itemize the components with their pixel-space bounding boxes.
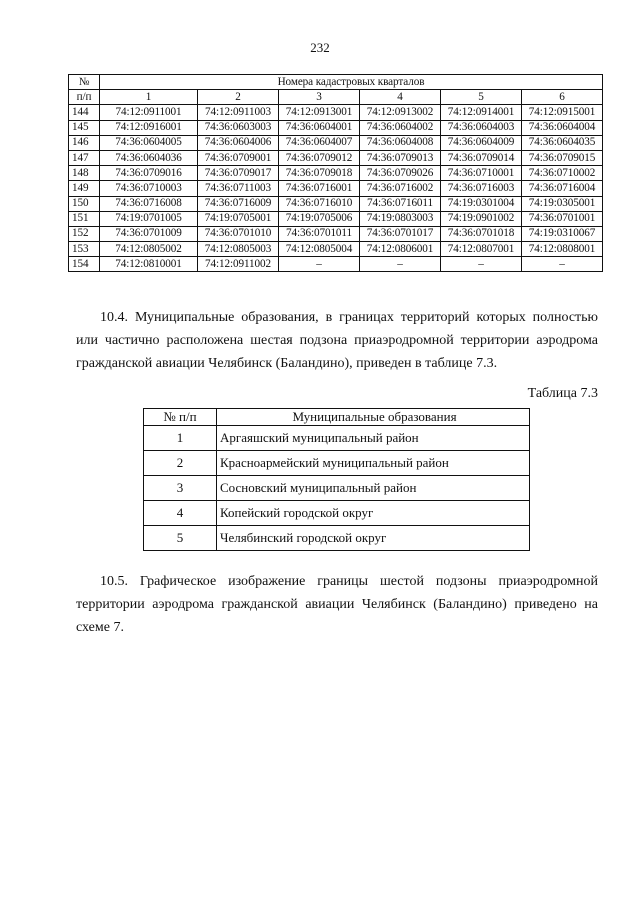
cadastral-number-cell: 74:12:0808001: [522, 242, 603, 257]
cadastral-number-cell: 74:36:0709026: [360, 166, 441, 181]
row-number-cell: 4: [144, 501, 217, 526]
cadastral-number-cell: 74:36:0701017: [360, 226, 441, 241]
cadastral-number-cell: 74:12:0915001: [522, 105, 603, 120]
row-number-cell: 5: [144, 526, 217, 551]
municipal-table-body: [144, 409, 530, 551]
cadastral-number-cell: –: [522, 257, 603, 272]
cadastral-number-cell: 74:36:0604002: [360, 120, 441, 135]
cadastral-number-cell: 74:36:0604003: [441, 120, 522, 135]
cadastral-number-cell: 74:12:0911001: [100, 105, 198, 120]
cadastral-number-cell: 74:36:0709018: [279, 166, 360, 181]
table-row: [69, 166, 603, 181]
header-municipal-formations: Муниципальные образования: [217, 409, 530, 426]
cadastral-number-cell: 74:36:0709017: [198, 166, 279, 181]
cadastral-number-cell: 74:36:0710001: [441, 166, 522, 181]
row-number-cell: 150: [69, 196, 100, 211]
municipality-name-cell: Челябинский городской округ: [217, 526, 530, 551]
header-number: № п/п: [144, 409, 217, 426]
table-row: [69, 196, 603, 211]
table-row: [69, 105, 603, 120]
cadastral-number-cell: 74:19:0310067: [522, 226, 603, 241]
cadastral-number-cell: 74:36:0604006: [198, 135, 279, 150]
cadastral-number-cell: 74:36:0709013: [360, 150, 441, 165]
cadastral-number-cell: 74:36:0604001: [279, 120, 360, 135]
row-number-cell: 147: [69, 150, 100, 165]
cadastral-number-cell: 74:36:0701018: [441, 226, 522, 241]
cadastral-number-cell: 74:36:0716011: [360, 196, 441, 211]
page-number: 232: [310, 40, 330, 55]
cadastral-number-cell: 74:12:0805002: [100, 242, 198, 257]
table-row: [144, 476, 530, 501]
table-row: [69, 150, 603, 165]
cadastral-number-cell: 74:36:0603003: [198, 120, 279, 135]
table-row: [69, 181, 603, 196]
row-number-cell: 153: [69, 242, 100, 257]
row-number-cell: 1: [144, 426, 217, 451]
row-number-cell: 152: [69, 226, 100, 241]
column-number: 3: [279, 90, 360, 105]
cadastral-number-cell: 74:12:0806001: [360, 242, 441, 257]
cadastral-number-cell: 74:36:0709015: [522, 150, 603, 165]
cadastral-number-cell: 74:36:0716002: [360, 181, 441, 196]
cadastral-number-cell: 74:36:0710002: [522, 166, 603, 181]
cadastral-number-cell: 74:12:0805004: [279, 242, 360, 257]
cadastral-number-cell: 74:36:0604008: [360, 135, 441, 150]
municipality-name-cell: Копейский городской округ: [217, 501, 530, 526]
paragraph-10-5-text: 10.5. Графическое изображение границы шестой подзоны приаэродромной территории аэродрома гражданской авиации Челябинск (Баландино) приведено на схеме 7.: [76, 574, 598, 635]
cadastral-number-cell: 74:19:0705001: [198, 211, 279, 226]
table-row: [69, 211, 603, 226]
cadastral-number-cell: 74:36:0604009: [441, 135, 522, 150]
column-number: 1: [100, 90, 198, 105]
cadastral-number-cell: 74:36:0604035: [522, 135, 603, 150]
cadastral-table-body: [69, 75, 603, 272]
cadastral-number-cell: 74:12:0805003: [198, 242, 279, 257]
table-row: [69, 120, 603, 135]
row-number-cell: 144: [69, 105, 100, 120]
municipal-formations-table: [143, 408, 530, 551]
column-number: 2: [198, 90, 279, 105]
row-number-cell: 145: [69, 120, 100, 135]
row-number-cell: 2: [144, 451, 217, 476]
cadastral-number-cell: 74:36:0701011: [279, 226, 360, 241]
cadastral-number-cell: 74:36:0701010: [198, 226, 279, 241]
cadastral-number-cell: –: [441, 257, 522, 272]
municipality-name-cell: Аргаяшский муниципальный район: [217, 426, 530, 451]
cadastral-number-cell: 74:36:0716009: [198, 196, 279, 211]
column-number: 5: [441, 90, 522, 105]
header-number-bottom: п/п: [69, 90, 100, 105]
paragraph-10-5: [76, 570, 598, 639]
cadastral-number-cell: 74:36:0701001: [522, 211, 603, 226]
cadastral-number-cell: 74:36:0711003: [198, 181, 279, 196]
municipality-name-cell: Красноармейский муниципальный район: [217, 451, 530, 476]
cadastral-number-cell: 74:36:0709016: [100, 166, 198, 181]
column-number: 4: [360, 90, 441, 105]
table-row: [69, 257, 603, 272]
table-row: [144, 501, 530, 526]
cadastral-number-cell: –: [279, 257, 360, 272]
cadastral-number-cell: 74:19:0301004: [441, 196, 522, 211]
cadastral-number-cell: 74:36:0701009: [100, 226, 198, 241]
cadastral-number-cell: 74:36:0716008: [100, 196, 198, 211]
cadastral-number-cell: 74:36:0709001: [198, 150, 279, 165]
table-row: [144, 426, 530, 451]
row-number-cell: 151: [69, 211, 100, 226]
row-number-cell: 148: [69, 166, 100, 181]
table-column-number-row: [69, 90, 603, 105]
paragraph-10-4: [76, 306, 598, 375]
cadastral-number-cell: 74:12:0911002: [198, 257, 279, 272]
cadastral-number-cell: 74:19:0705006: [279, 211, 360, 226]
cadastral-number-cell: 74:12:0916001: [100, 120, 198, 135]
cadastral-quarters-table: [68, 74, 603, 272]
cadastral-number-cell: 74:12:0810001: [100, 257, 198, 272]
row-number-cell: 146: [69, 135, 100, 150]
row-number-cell: 3: [144, 476, 217, 501]
cadastral-number-cell: 74:36:0716010: [279, 196, 360, 211]
cadastral-number-cell: 74:36:0716004: [522, 181, 603, 196]
municipality-name-cell: Сосновский муниципальный район: [217, 476, 530, 501]
table-row: [144, 451, 530, 476]
table-row: [69, 135, 603, 150]
table-row: [144, 526, 530, 551]
cadastral-number-cell: 74:36:0604036: [100, 150, 198, 165]
table-row: [69, 242, 603, 257]
cadastral-number-cell: 74:19:0901002: [441, 211, 522, 226]
cadastral-number-cell: 74:12:0807001: [441, 242, 522, 257]
cadastral-number-cell: 74:36:0716001: [279, 181, 360, 196]
cadastral-number-cell: 74:36:0716003: [441, 181, 522, 196]
cadastral-number-cell: 74:12:0913002: [360, 105, 441, 120]
cadastral-number-cell: 74:36:0710003: [100, 181, 198, 196]
cadastral-number-cell: 74:19:0305001: [522, 196, 603, 211]
row-number-cell: 154: [69, 257, 100, 272]
cadastral-number-cell: 74:36:0604004: [522, 120, 603, 135]
cadastral-number-cell: 74:12:0911003: [198, 105, 279, 120]
cadastral-number-cell: 74:36:0604005: [100, 135, 198, 150]
header-cadastral-quarters: Номера кадастровых кварталов: [100, 75, 603, 90]
table-row: [69, 226, 603, 241]
table-header-row: [69, 75, 603, 90]
cadastral-number-cell: 74:36:0709014: [441, 150, 522, 165]
column-number: 6: [522, 90, 603, 105]
table-7-3-caption: Таблица 7.3: [527, 386, 598, 401]
cadastral-number-cell: 74:19:0803003: [360, 211, 441, 226]
paragraph-10-4-text: 10.4. Муниципальные образования, в границах территорий которых полностью или частично расположена шестая подзона приаэродромной территории аэродрома гражданской авиации Челябинск (Баландино), приведен в таблице 7.3.: [76, 310, 598, 371]
table-header-row: [144, 409, 530, 426]
cadastral-number-cell: 74:19:0701005: [100, 211, 198, 226]
row-number-cell: 149: [69, 181, 100, 196]
cadastral-number-cell: –: [360, 257, 441, 272]
cadastral-number-cell: 74:36:0604007: [279, 135, 360, 150]
cadastral-number-cell: 74:12:0914001: [441, 105, 522, 120]
cadastral-number-cell: 74:36:0709012: [279, 150, 360, 165]
cadastral-number-cell: 74:12:0913001: [279, 105, 360, 120]
header-number-top: №: [69, 75, 100, 90]
